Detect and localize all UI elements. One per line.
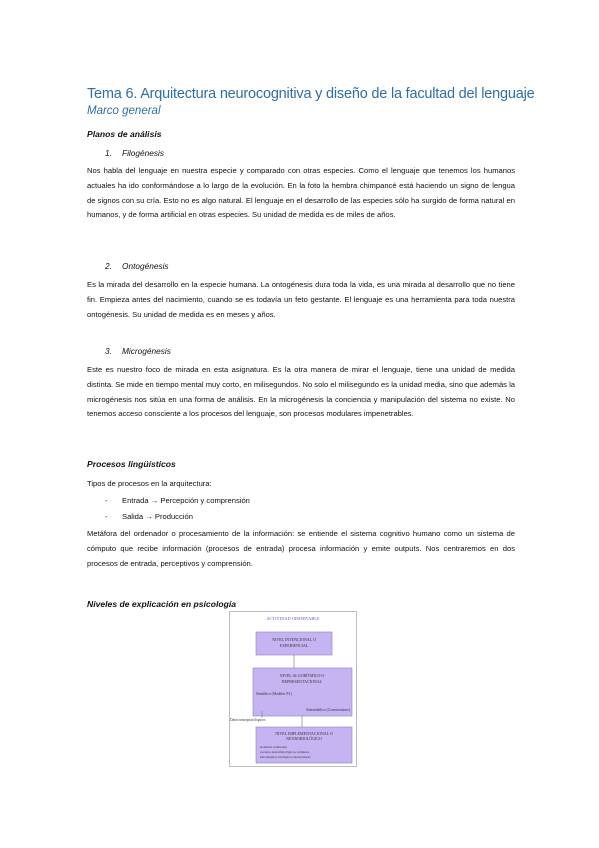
box-algoritmico-line1: NIVEL ALGORÍTMICO O [279, 673, 325, 678]
item-label: Filogénesis [122, 148, 164, 158]
bullet-dash: - [105, 512, 108, 521]
bullet-dash: - [105, 496, 108, 505]
procesos-intro: Tipos de procesos en la arquitectura: [87, 479, 212, 488]
item-number: 2. [105, 261, 112, 271]
box-implementacional-line1: NIVEL IMPLEMENTACIONAL O [275, 731, 333, 736]
box-algoritmico-line2: REPRESENTACIONAL [281, 679, 323, 684]
side-label: Datos neuropsicológicos [230, 718, 266, 722]
paragraph-microgenesis: Este es nuestro foco de mirada en esta asignatura. Es la otra manera de mirar el lenguaje, tiene una unidad de medida distinta. Se mide en tiempo mental muy corto, en milisegundos. No solo el milisegundo es la unidad media, sino que además la microgénesis nos sitúa en una forma de análisis. En la microgénesis la conciencia y manipulación del sistema no existe. No tenemos acceso consciente a los procesos del lenguaje, son procesos modulares impenetrables. [87, 365, 515, 419]
paragraph-ontogenesis: Es la mirada del desarrollo en la especie humana. La ontogénesis dura toda la vida, es una mirada al desarrollo que no tiene fin. Empieza antes del nacimiento, cuando se es todavía un feto gestante. El lenguaje es una herramienta para toda nuestra ontogénesis. Su unidad de medida es en meses y años. [87, 280, 515, 319]
box-implementacional-item2: eventos neurofisiológicos celulares [260, 750, 310, 754]
item-heading-ontogenesis [105, 261, 305, 273]
box-implementacional-item3: mecanismos biológicos moleculares [260, 755, 311, 759]
box-intencional-line2: EXPERIENCIAL [279, 643, 309, 648]
item-heading-microgenesis [105, 346, 305, 358]
box-intencional-line1: NIVEL INTENCIONAL O [272, 637, 316, 642]
item-heading-filogenesis [105, 148, 305, 160]
section-heading-planos: Planos de análisis [87, 129, 162, 139]
item-number: 1. [105, 148, 112, 158]
box-algoritmico-sub1: Simbólico (Modelos P.I.) [256, 692, 293, 696]
box-algoritmico-sub2: Subsimbólico (Conexionismo) [305, 708, 350, 712]
item-label: Microgénesis [122, 346, 171, 356]
top-label: ACTIVIDAD OBSERVABLE [266, 616, 320, 621]
page-title: Tema 6. Arquitectura neurocognitiva y diseño de la facultad del lenguaje [87, 86, 535, 102]
box-implementacional-item1: sistemas cerebrales [260, 745, 287, 749]
bullet-text: Entrada → Percepción y comprensión [122, 496, 250, 505]
bullet-entrada [105, 496, 405, 508]
levels-diagram-svg [229, 611, 357, 767]
levels-diagram [229, 611, 357, 767]
paragraph-metafora: Metáfora del ordenador o procesamiento de la información: se entiende el sistema cognitivo humano como un sistema de cómputo que recibe información (procesos de entrada) procesa información y emite outputs. Nos centraremos en dos procesos de entrada, perceptivos y comprensión. [87, 529, 515, 568]
box-implementacional-line2: NEUROBIOLÓGICO [286, 736, 322, 741]
item-number: 3. [105, 346, 112, 356]
page-subtitle: Marco general [87, 105, 161, 117]
section-heading-niveles: Niveles de explicación en psicología [87, 599, 237, 609]
paragraph-filogenesis: Nos habla del lenguaje en nuestra especie y comparado con otras especies. Como el lenguaje que tenemos los humanos actuales ha ido conformándose a lo largo de la evolución. En la foto la hembra chimpancé está haciendo un signo de lengua de signos con su cría. Esto no es algo natural. El lenguaje en el desarrollo de las especies sólo ha surgido de forma natural en humanos, y de forma artificial en otras especies. Su unidad de medida es de miles de años. [87, 166, 515, 220]
bullet-text: Salida → Producción [122, 512, 193, 521]
item-label: Ontogénesis [122, 261, 169, 271]
bullet-salida [105, 512, 405, 524]
section-heading-procesos: Procesos lingüísticos [87, 459, 176, 469]
